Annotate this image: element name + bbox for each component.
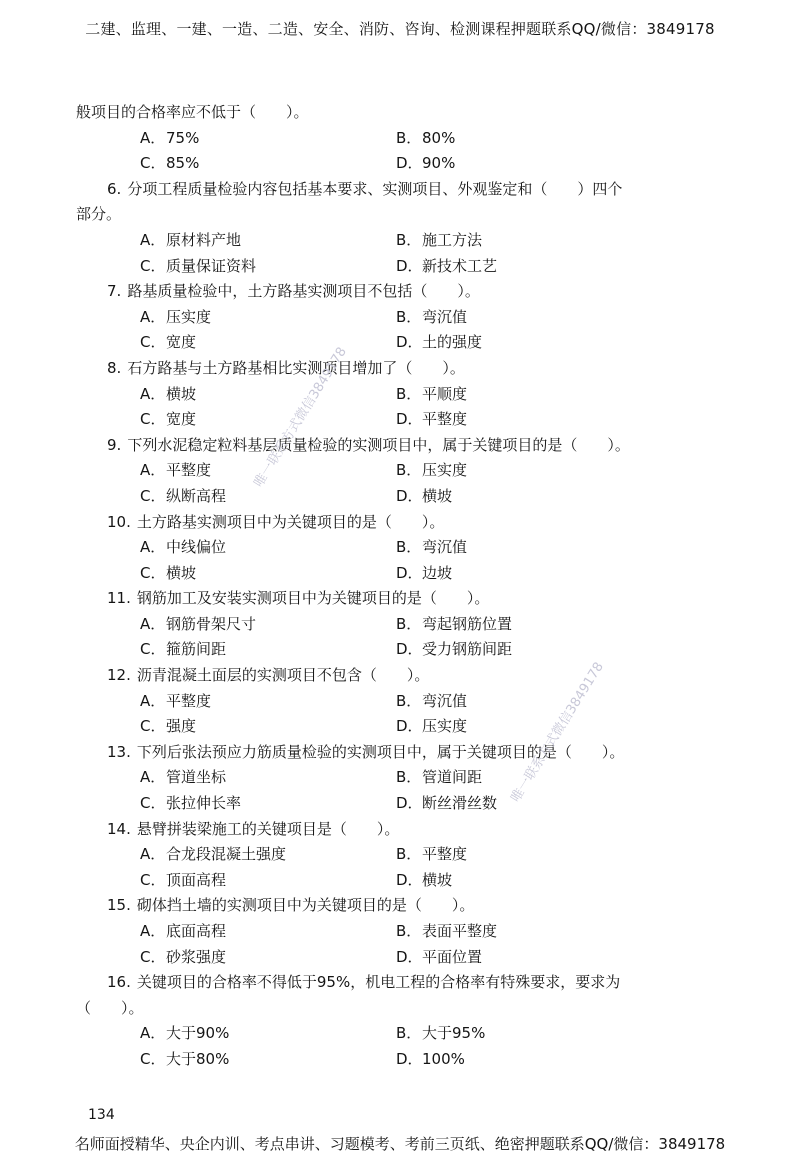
option-text: 大于80% — [166, 1049, 230, 1068]
answer-option — [396, 407, 467, 433]
question — [0, 356, 800, 382]
option-letter: C． — [140, 333, 166, 352]
option-text: 土的强度 — [422, 333, 483, 352]
option-letter: A． — [140, 691, 166, 710]
question-text: 钢筋加工及安装实测项目中为关键项目的是（ ）。 — [136, 589, 490, 608]
page-header: 二建、监理、一建、一造、二造、安全、消防、咨询、检测课程押题联系QQ/微信：3849178 — [85, 20, 715, 38]
answer-option — [396, 126, 455, 152]
question-number: 9. — [107, 435, 122, 454]
option-letter: A． — [140, 845, 166, 864]
option-letter: D． — [396, 640, 423, 659]
option-text: 75% — [166, 128, 200, 147]
question-number: 7. — [107, 282, 122, 301]
answer-option — [140, 254, 256, 280]
answer-option — [396, 535, 467, 561]
page-footer: 名师面授精华、央企内训、考点串讲、习题模考、考前三页纸、绝密押题联系QQ/微信：3849178 — [74, 1135, 726, 1153]
option-text: 平整度 — [422, 410, 468, 429]
option-text: 顶面高程 — [166, 870, 227, 889]
answer-option — [396, 1021, 485, 1047]
question-continuation: 般项目的合格率应不低于（ ）。 — [76, 103, 309, 121]
option-letter: D． — [396, 154, 423, 173]
option-letter: B． — [396, 845, 422, 864]
option-letter: B． — [396, 768, 422, 787]
option-letter: C． — [140, 1049, 166, 1068]
question-number: 14. — [107, 819, 131, 838]
answer-option — [140, 126, 199, 152]
option-row — [0, 126, 800, 152]
option-letter: A． — [140, 538, 166, 557]
question-number: 6. — [107, 179, 122, 198]
option-text: 受力钢筋间距 — [422, 640, 513, 659]
answer-option — [396, 919, 497, 945]
question-text: 路基质量检验中，土方路基实测项目不包括（ ）。 — [127, 282, 480, 301]
option-text: 质量保证资料 — [166, 256, 257, 275]
question-number: 11. — [107, 589, 131, 608]
option-row — [0, 919, 800, 945]
option-letter: C． — [140, 640, 166, 659]
option-row — [0, 254, 800, 280]
option-text: 合龙段混凝土强度 — [166, 845, 287, 864]
answer-option — [396, 382, 467, 408]
option-text: 平整度 — [166, 691, 212, 710]
answer-option — [396, 151, 455, 177]
question — [0, 663, 800, 689]
question-text: 下列水泥稳定粒料基层质量检验的实测项目中，属于关键项目的是（ ）。 — [127, 435, 630, 454]
option-letter: D． — [396, 870, 423, 889]
option-letter: A． — [140, 461, 166, 480]
answer-option — [140, 561, 196, 587]
answer-option — [396, 714, 467, 740]
answer-option — [140, 535, 226, 561]
question-text: 分项工程质量检验内容包括基本要求、实测项目、外观鉴定和（ ）四个 — [127, 179, 623, 198]
option-row — [0, 842, 800, 868]
question-list — [0, 100, 800, 1073]
option-text: 施工方法 — [422, 230, 483, 249]
option-text: 压实度 — [422, 461, 468, 480]
option-row — [0, 689, 800, 715]
answer-option — [140, 612, 256, 638]
option-letter: D． — [396, 563, 423, 582]
option-row — [0, 535, 800, 561]
answer-option — [396, 228, 482, 254]
option-letter: D． — [396, 333, 423, 352]
option-letter: B． — [396, 307, 422, 326]
question-text: 沥青混凝土面层的实测项目不包含（ ）。 — [136, 666, 430, 685]
option-letter: C． — [140, 947, 166, 966]
answer-option — [140, 407, 196, 433]
option-letter: A． — [140, 307, 166, 326]
option-text: 大于95% — [422, 1024, 486, 1043]
option-row — [0, 407, 800, 433]
question-number: 12. — [107, 666, 131, 685]
question — [0, 177, 800, 203]
option-row — [0, 228, 800, 254]
option-letter: B． — [396, 691, 422, 710]
answer-option — [396, 637, 512, 663]
option-text: 平整度 — [166, 461, 212, 480]
option-letter: C． — [140, 794, 166, 813]
option-letter: C． — [140, 410, 166, 429]
option-letter: B． — [396, 614, 422, 633]
question — [0, 970, 800, 996]
option-row — [0, 868, 800, 894]
question-text: 土方路基实测项目中为关键项目的是（ ）。 — [136, 512, 445, 531]
option-text: 断丝滑丝数 — [422, 794, 498, 813]
option-row — [0, 791, 800, 817]
answer-option — [140, 868, 226, 894]
page-number: 134 — [88, 1107, 115, 1123]
option-text: 弯沉值 — [422, 538, 468, 557]
option-text: 大于90% — [166, 1024, 230, 1043]
option-letter: B． — [396, 461, 422, 480]
option-letter: D． — [396, 410, 423, 429]
answer-option — [140, 765, 226, 791]
answer-option — [396, 765, 482, 791]
question-text: 下列后张法预应力筋质量检验的实测项目中，属于关键项目的是（ ）。 — [136, 742, 625, 761]
answer-option — [140, 919, 226, 945]
option-text: 压实度 — [166, 307, 212, 326]
answer-option — [396, 1047, 465, 1073]
option-row — [0, 1047, 800, 1073]
option-row — [0, 637, 800, 663]
option-letter: B． — [396, 384, 422, 403]
option-text: 管道间距 — [422, 768, 483, 787]
answer-option — [140, 151, 199, 177]
option-row — [0, 945, 800, 971]
answer-option — [140, 945, 226, 971]
answer-option — [396, 689, 467, 715]
option-letter: A． — [140, 384, 166, 403]
question-number: 13. — [107, 742, 131, 761]
option-text: 钢筋骨架尺寸 — [166, 614, 257, 633]
answer-option — [140, 1047, 229, 1073]
answer-option — [396, 791, 497, 817]
watermark: 唯一联系方式微信3849178 — [508, 659, 607, 806]
question — [0, 279, 800, 305]
question-number: 16. — [107, 973, 131, 992]
option-row — [0, 561, 800, 587]
question — [0, 510, 800, 536]
option-letter: D． — [396, 947, 423, 966]
option-letter: D． — [396, 794, 423, 813]
option-text: 宽度 — [166, 333, 197, 352]
answer-option — [140, 305, 211, 331]
option-row — [0, 484, 800, 510]
option-text: 边坡 — [422, 563, 453, 582]
option-letter: A． — [140, 128, 166, 147]
option-text: 张拉伸长率 — [166, 794, 242, 813]
answer-option — [140, 637, 226, 663]
option-text: 纵断高程 — [166, 486, 227, 505]
option-row — [0, 330, 800, 356]
question-number: 8. — [107, 358, 122, 377]
question-text: 关键项目的合格率不得低于95%，机电工程的合格率有特殊要求，要求为 — [136, 973, 621, 992]
option-letter: A． — [140, 1024, 166, 1043]
question-text: 悬臂拼装梁施工的关键项目是（ ）。 — [136, 819, 400, 838]
option-letter: C． — [140, 256, 166, 275]
option-text: 箍筋间距 — [166, 640, 227, 659]
option-letter: B． — [396, 1024, 422, 1043]
answer-option — [396, 945, 482, 971]
option-text: 弯起钢筋位置 — [422, 614, 513, 633]
question-number: 10. — [107, 512, 131, 531]
option-letter: C． — [140, 486, 166, 505]
question-text: 石方路基与土方路基相比实测项目增加了（ ）。 — [127, 358, 465, 377]
answer-option — [396, 254, 497, 280]
question — [0, 433, 800, 459]
question-text: 砌体挡土墙的实测项目中为关键项目的是（ ）。 — [136, 896, 475, 915]
option-letter: B． — [396, 538, 422, 557]
option-row — [0, 151, 800, 177]
question-continuation: 部分。 — [76, 205, 122, 224]
watermark: 唯一联系方式微信3849178 — [251, 344, 350, 491]
answer-option — [140, 791, 241, 817]
option-letter: A． — [140, 768, 166, 787]
answer-option — [140, 330, 196, 356]
option-row — [0, 458, 800, 484]
option-text: 80% — [422, 128, 456, 147]
option-text: 表面平整度 — [422, 922, 498, 940]
answer-option — [140, 842, 286, 868]
option-row — [0, 305, 800, 331]
answer-option — [396, 330, 482, 356]
option-text: 砂浆强度 — [166, 947, 227, 966]
answer-option — [396, 458, 467, 484]
question-number: 15. — [107, 896, 131, 915]
option-text: 弯沉值 — [422, 691, 468, 710]
option-text: 底面高程 — [166, 922, 227, 940]
option-letter: C． — [140, 717, 166, 736]
option-text: 中线偏位 — [166, 538, 227, 557]
option-letter: B． — [396, 230, 422, 249]
option-text: 平整度 — [422, 845, 468, 864]
option-text: 宽度 — [166, 410, 197, 429]
option-letter: C． — [140, 563, 166, 582]
answer-option — [396, 612, 512, 638]
answer-option — [396, 561, 452, 587]
option-text: 横坡 — [166, 384, 197, 403]
answer-option — [396, 305, 467, 331]
answer-option — [396, 868, 452, 894]
answer-option — [140, 458, 211, 484]
option-text: 管道坐标 — [166, 768, 227, 787]
answer-option — [140, 382, 196, 408]
option-letter: D． — [396, 486, 423, 505]
option-letter: B． — [396, 128, 422, 147]
option-letter: D． — [396, 256, 423, 275]
option-row — [0, 765, 800, 791]
option-row — [0, 382, 800, 408]
option-text: 新技术工艺 — [422, 256, 498, 275]
option-text: 压实度 — [422, 717, 468, 736]
question — [0, 740, 800, 766]
answer-option — [140, 714, 196, 740]
option-text: 弯沉值 — [422, 307, 468, 326]
option-letter: A． — [140, 614, 166, 633]
answer-option — [396, 484, 452, 510]
option-text: 平面位置 — [422, 947, 483, 966]
option-text: 原材料产地 — [166, 230, 242, 249]
answer-option — [140, 228, 241, 254]
question — [0, 893, 800, 919]
answer-option — [140, 689, 211, 715]
option-letter: D． — [396, 717, 423, 736]
answer-option — [140, 484, 226, 510]
answer-option — [140, 1021, 229, 1047]
option-text: 100% — [422, 1049, 465, 1068]
question — [0, 817, 800, 843]
option-text: 90% — [422, 154, 456, 173]
question — [0, 586, 800, 612]
option-row — [0, 612, 800, 638]
option-letter: B． — [396, 922, 422, 940]
option-text: 强度 — [166, 717, 197, 736]
option-letter: A． — [140, 230, 166, 249]
answer-option — [396, 842, 467, 868]
option-row — [0, 1021, 800, 1047]
option-letter: C． — [140, 154, 166, 173]
option-text: 横坡 — [422, 486, 453, 505]
option-letter: C． — [140, 870, 166, 889]
option-letter: D． — [396, 1049, 423, 1068]
option-letter: A． — [140, 922, 166, 940]
option-text: 平顺度 — [422, 384, 468, 403]
option-text: 横坡 — [422, 870, 453, 889]
option-text: 85% — [166, 154, 200, 173]
option-row — [0, 714, 800, 740]
question-continuation: （ ）。 — [76, 998, 144, 1017]
option-text: 横坡 — [166, 563, 197, 582]
